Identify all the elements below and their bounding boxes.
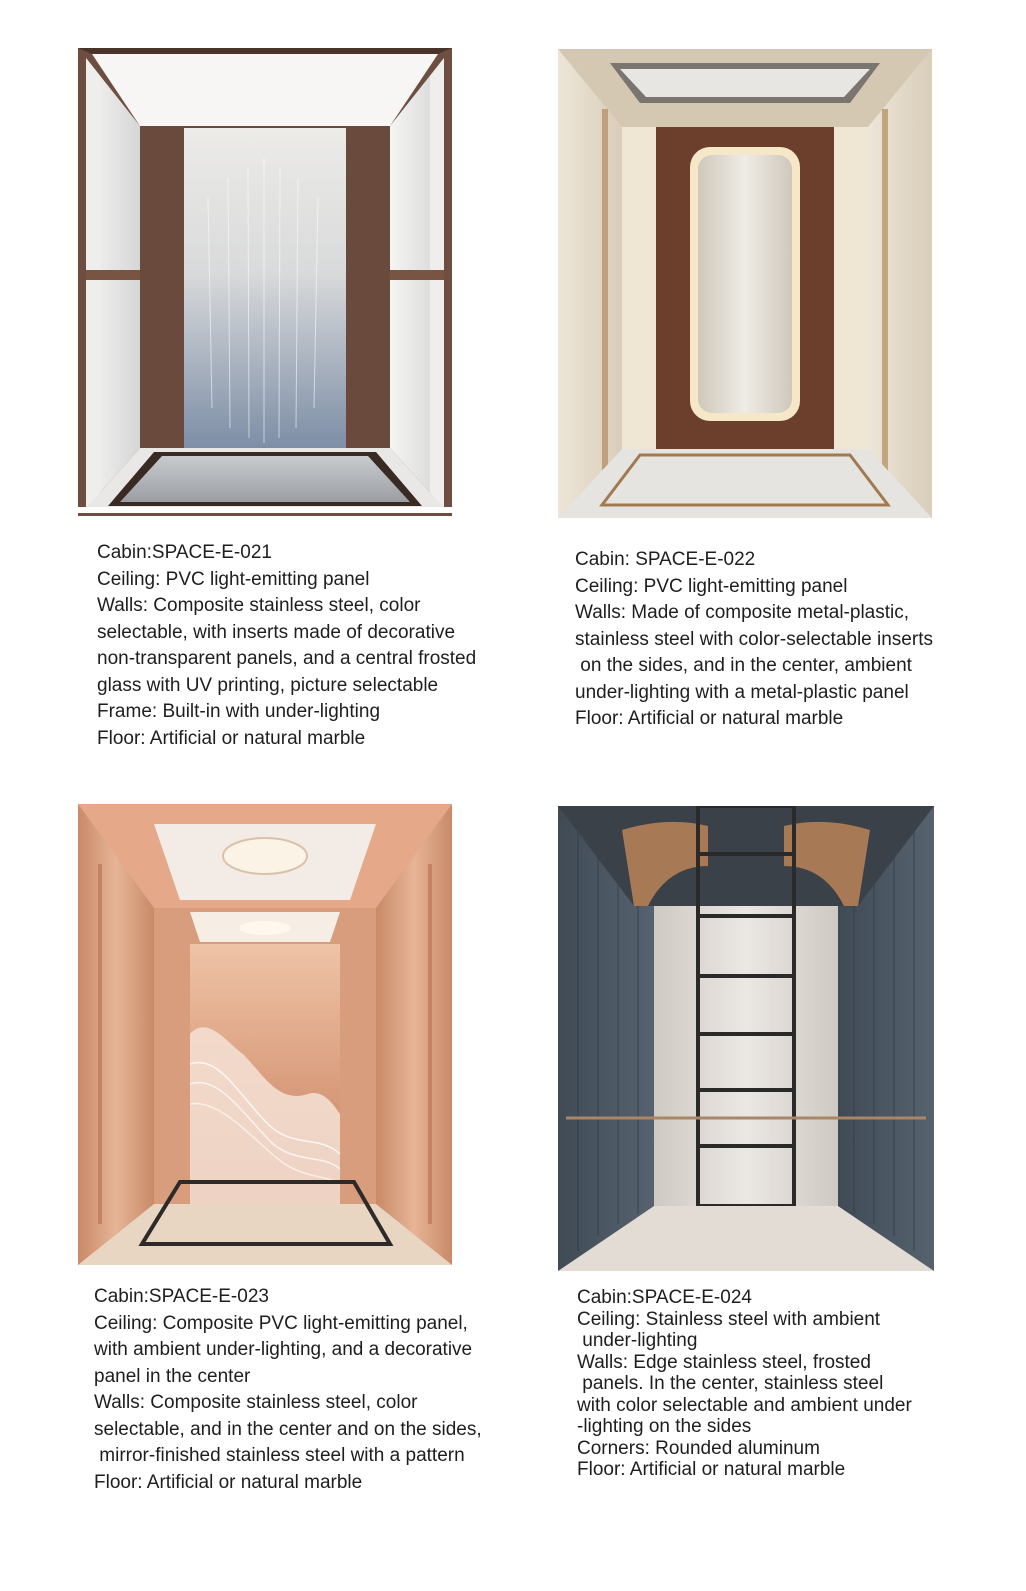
cabin-title: Cabin: SPACE-E-022 <box>575 549 756 570</box>
spec-line: non-transparent panels, and a central frosted <box>97 648 477 669</box>
cabin-image-024 <box>558 806 934 1271</box>
cabin-title: Cabin:SPACE-E-021 <box>97 542 272 563</box>
cabin-image-023 <box>78 804 452 1265</box>
spec-line: Walls: Edge stainless steel, frosted <box>577 1351 871 1373</box>
cabin-description-022 <box>575 547 933 733</box>
spec-line: Walls: Composite stainless steel, color <box>97 595 421 616</box>
spec-line: Ceiling: PVC light-emitting panel <box>97 568 370 590</box>
spec-line: Floor: Artificial or natural marble <box>94 1471 363 1493</box>
cabin-description-021 <box>97 540 476 752</box>
spec-line: panels. In the center, stainless steel <box>577 1373 884 1394</box>
cabin-image-021 <box>78 48 452 516</box>
spec-line: Corners: Rounded aluminum <box>577 1437 820 1459</box>
spec-line: Ceiling: Stainless steel with ambient <box>577 1308 881 1330</box>
cabin-description-023 <box>94 1284 482 1496</box>
spec-line: Walls: Made of composite metal-plastic, <box>575 602 910 623</box>
spec-line: Ceiling: Composite PVC light-emitting panel, <box>94 1312 468 1334</box>
spec-line: Ceiling: PVC light-emitting panel <box>575 575 848 597</box>
spec-line: Floor: Artificial or natural marble <box>575 708 844 729</box>
spec-line: on the sides, and in the center, ambient <box>575 655 912 676</box>
spec-line: Frame: Built-in with under-lighting <box>97 701 381 722</box>
spec-line: selectable, with inserts made of decorative <box>97 621 456 643</box>
cabin-description-024 <box>577 1287 912 1481</box>
cabin-image-022 <box>558 49 932 518</box>
spec-line: with ambient under-lighting, and a decorative <box>94 1339 473 1360</box>
spec-line: under-lighting <box>577 1330 698 1351</box>
spec-line: under-lighting with a metal-plastic panel <box>575 681 909 703</box>
cabin-title: Cabin:SPACE-E-023 <box>94 1286 269 1307</box>
spec-line: mirror-finished stainless steel with a pattern <box>94 1445 465 1466</box>
spec-line: -lighting on the sides <box>577 1416 752 1437</box>
spec-line: stainless steel with color-selectable inserts <box>575 628 933 650</box>
spec-line: Floor: Artificial or natural marble <box>97 727 366 749</box>
cabin-title: Cabin:SPACE-E-024 <box>577 1287 752 1308</box>
spec-line: panel in the center <box>94 1365 251 1387</box>
spec-line: Floor: Artificial or natural marble <box>577 1459 846 1480</box>
spec-line: selectable, and in the center and on the sides, <box>94 1418 482 1440</box>
spec-line: Walls: Composite stainless steel, color <box>94 1392 418 1413</box>
spec-line: glass with UV printing, picture selectable <box>97 674 439 696</box>
spec-line: with color selectable and ambient under <box>577 1394 912 1416</box>
